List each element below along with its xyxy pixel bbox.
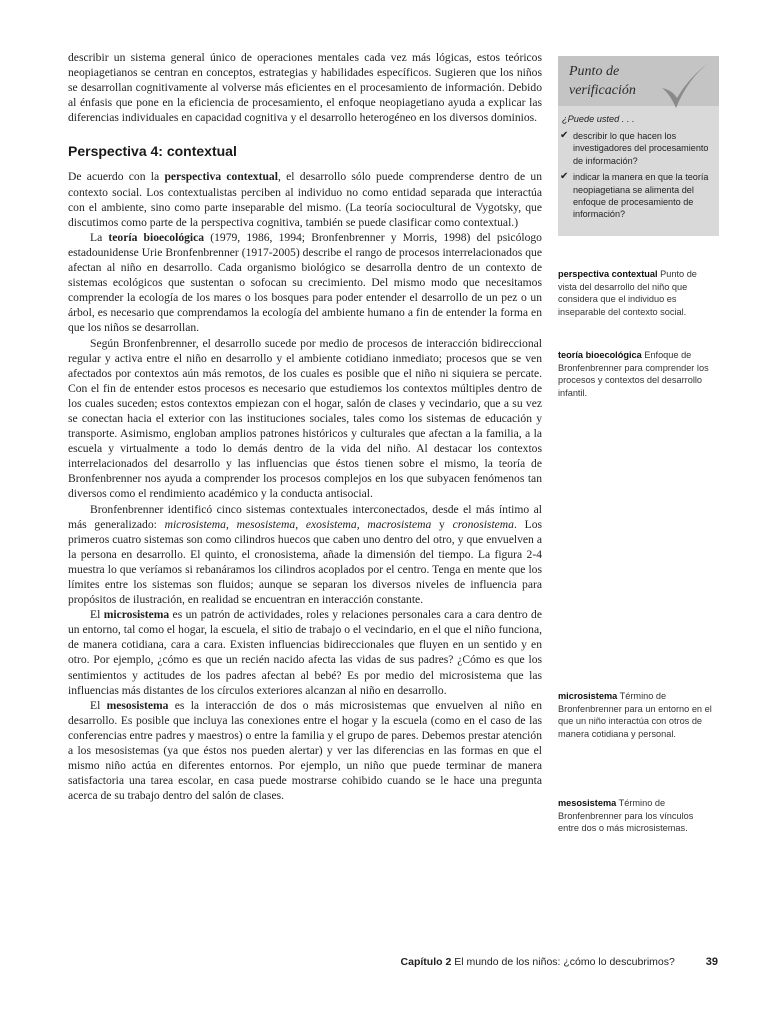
checkmark-icon: ✔ (560, 171, 569, 183)
italic-terms: microsistema, mesosistema, exosistema, macrosistema (164, 517, 432, 531)
paragraph-bioecological (68, 230, 542, 336)
glossary-definition: Término de Bronfenbrenner para un entorno en el que un niño interactúa con otros de manera cotidiana y personal. (558, 691, 712, 739)
glossary-entry (558, 797, 716, 835)
checkpoint-item-text: indicar la manera en que la teoría neopiagetiana se alimenta del enfoque de procesamiento de información? (573, 172, 709, 220)
glossary-term: mesosistema (558, 798, 617, 808)
glossary-entry (558, 690, 716, 740)
checkpoint-box (558, 56, 719, 236)
glossary-entry (558, 349, 716, 399)
paragraph-text: Bronfenbrenner identificó cinco sistemas contextuales interconectados, desde el más íntimo al más generalizado: (68, 502, 542, 531)
glossary-definition: Punto de vista del desarrollo del niño que considera que el individuo es inseparable del contexto social. (558, 269, 697, 317)
key-term: microsistema (103, 608, 170, 622)
paragraph-mesosystem (68, 698, 542, 804)
paragraph-microsystem (68, 607, 542, 698)
glossary-definition: Enfoque de Bronfenbrenner para comprender los procesos y contextos del desarrollo infantil. (558, 350, 709, 398)
paragraph-text: , el desarrollo sólo puede comprenderse dentro de un contexto social. Los contextualistas perciben al individuo no como entidad separada que interactúa con el ambiente, sino como parte inseparable del mismo. (La teoría sociocultural de Vygotsky, que discutimos como parte de la perspectiva cognitiva, también se puede clasificar como contextual.) (68, 170, 543, 229)
italic-term: cronosistema (452, 517, 514, 531)
checkpoint-item (560, 171, 715, 221)
large-checkmark-icon (654, 58, 714, 114)
paragraph-text: (1979, 1986, 1994; Bronfenbrenner y Morris, 1998) del psicólogo estadounidense Urie Bronfenbrenner (1917-2005) describe el rango de procesos interrelacionados que afectan al niño en desarrollo. Cada organismo biológico se desarrolla dentro de un contexto de sistemas ecológicos que sustentan o sofocan su crecimiento. Del mismo modo que necesitamos comprender la ecología de los mares o los bosques para poder entender el desarrollo de un pez o un árbol, es necesario que comprendamos la ecología del ambiente humano a fin de entender la forma en que los niños se desarrollan. (68, 230, 542, 335)
main-column (68, 50, 542, 803)
paragraph-text: El (90, 608, 104, 622)
glossary-entry (558, 268, 716, 318)
paragraph-text: El (90, 698, 107, 712)
intro-paragraph: describir un sistema general único de operaciones mentales cada vez más lógicas, estos teóricos neopiagetianos se centran en conceptos, estrategias y habilidades específicos. Sugieren que los niños se desarrollan cognitivamente al volverse más eficientes en el procesamiento de información. Debido al énfasis que pone en la eficiencia de procesamiento, el enfoque neopiagetiano ayuda a explicar las diferencias individuales en capacidad cognitiva y el desarrollo heterogéneo en los diversos dominios. (68, 51, 542, 125)
chapter-label: Capítulo 2 (400, 956, 452, 968)
key-term: perspectiva contextual (164, 170, 278, 184)
paragraph-text: y (431, 517, 453, 531)
section-heading: Perspectiva 4: contextual (68, 143, 237, 160)
paragraph-text: . Los primeros cuatro sistemas son como cilindros huecos que caben uno dentro del otro, y que envuelven a la persona en desarrollo. El quinto, el cronosistema, añade la dimensión del tiempo. La figura 2-4 muestra lo que veríamos si rebanáramos los cilindros acoplados por el centro. Tenga en mente que los límites entre los sistemas son fluidos; aunque se separan los diversos niveles de influencia para propósitos de ilustración, en realidad se encuentran en interacción constante. (68, 517, 543, 607)
page-number: 39 (705, 956, 718, 968)
paragraph-five-systems (68, 502, 542, 608)
checkmark-icon: ✔ (560, 130, 569, 141)
glossary-term: perspectiva contextual (558, 269, 658, 279)
page-footer (0, 956, 718, 968)
checkpoint-list (560, 130, 715, 225)
key-term: teoría bioecológica (108, 230, 205, 244)
checkpoint-item (560, 130, 715, 167)
paragraph-text: es la interacción de dos o más microsistemas que envuelven al niño en desarrollo. Es posible que incluya las conexiones entre el hogar y la escuela (como en el caso de las conferencias entre padres y maestros) o entre la familia y el grupo de pares. Debemos prestar atención a los mesosistemas (ya que éstos nos pueden alertar) y ver las diferencias en las formas en que el mismo niño actúa en diferentes entornos. Por ejemplo, un niño que puede terminar de manera satisfactoria una tarea escolar, en casa puede mostrarse cohibido cuando se le hace una pregunta acerca de su trabajo dentro del salón de clases. (68, 698, 543, 803)
key-term: mesosistema (106, 698, 169, 712)
checkpoint-prompt: ¿Puede usted . . . (562, 114, 635, 124)
paragraph-text: La (90, 230, 109, 244)
checkpoint-title: Punto de verificación (569, 64, 636, 98)
checkpoint-item-text: describir lo que hacen los investigadores del procesamiento de información? (573, 131, 709, 166)
glossary-term: microsistema (558, 691, 618, 701)
paragraph-text: De acuerdo con la (68, 170, 165, 184)
paragraph-contextual (68, 169, 542, 229)
chapter-title: El mundo de los niños: ¿cómo lo descubrimos? (454, 956, 675, 968)
glossary-definition: Término de Bronfenbrenner para los vínculos entre dos o más microsistemas. (558, 798, 694, 834)
paragraph-bronfenbrenner: Según Bronfenbrenner, el desarrollo sucede por medio de procesos de interacción bidireccional regular y activa entre el niño en desarrollo y el ambiente cotidiano inmediato; procesos que se ven afectados por contextos aún más remotos, de los cuales es posible que el niño ni siquiera se percate. Con el fin de entender estos procesos es necesario que estudiemos los contextos múltiples dentro de los cuales suceden; estos contextos empiezan con el hogar, salón de clases y vecindario, que a su vez se conectan hacia el exterior con las instituciones sociales, tales como los sistemas de educación y transporte. Asimismo, engloban amplios patrones históricos y culturales que afectan a la familia, a la escuela y virtualmente a todo lo demás dentro de la vida del niño. Al destacar los contextos interrelacionados del desarrollo y las influencias que éstos tienen sobre el mismo, la teoría de Bronfenbrenner nos ayuda a comprender los procesos complejos en los que subyacen fenómenos tan diversos como el rendimiento académico y la conducta antisocial. (68, 336, 542, 501)
glossary-term: teoría bioecológica (558, 350, 642, 360)
paragraph-text: es un patrón de actividades, roles y relaciones personales cara a cara dentro de un entorno, tal como el hogar, la escuela, el sitio de trabajo o el vecindario, en el que el niño funciona, de manera cotidiana, cara a cara. Existen influencias bidireccionales que fluyen en un sentido y en otro. Por ejemplo, ¿cómo es que un recién nacido afecta las vidas de sus padres? ¿Cómo es que los sentimientos y actitudes de los padres afectan al bebé? Es por medio del microsistema que las influencias más distantes de los círculos exteriores alcanzan al niño en desarrollo. (68, 608, 542, 697)
